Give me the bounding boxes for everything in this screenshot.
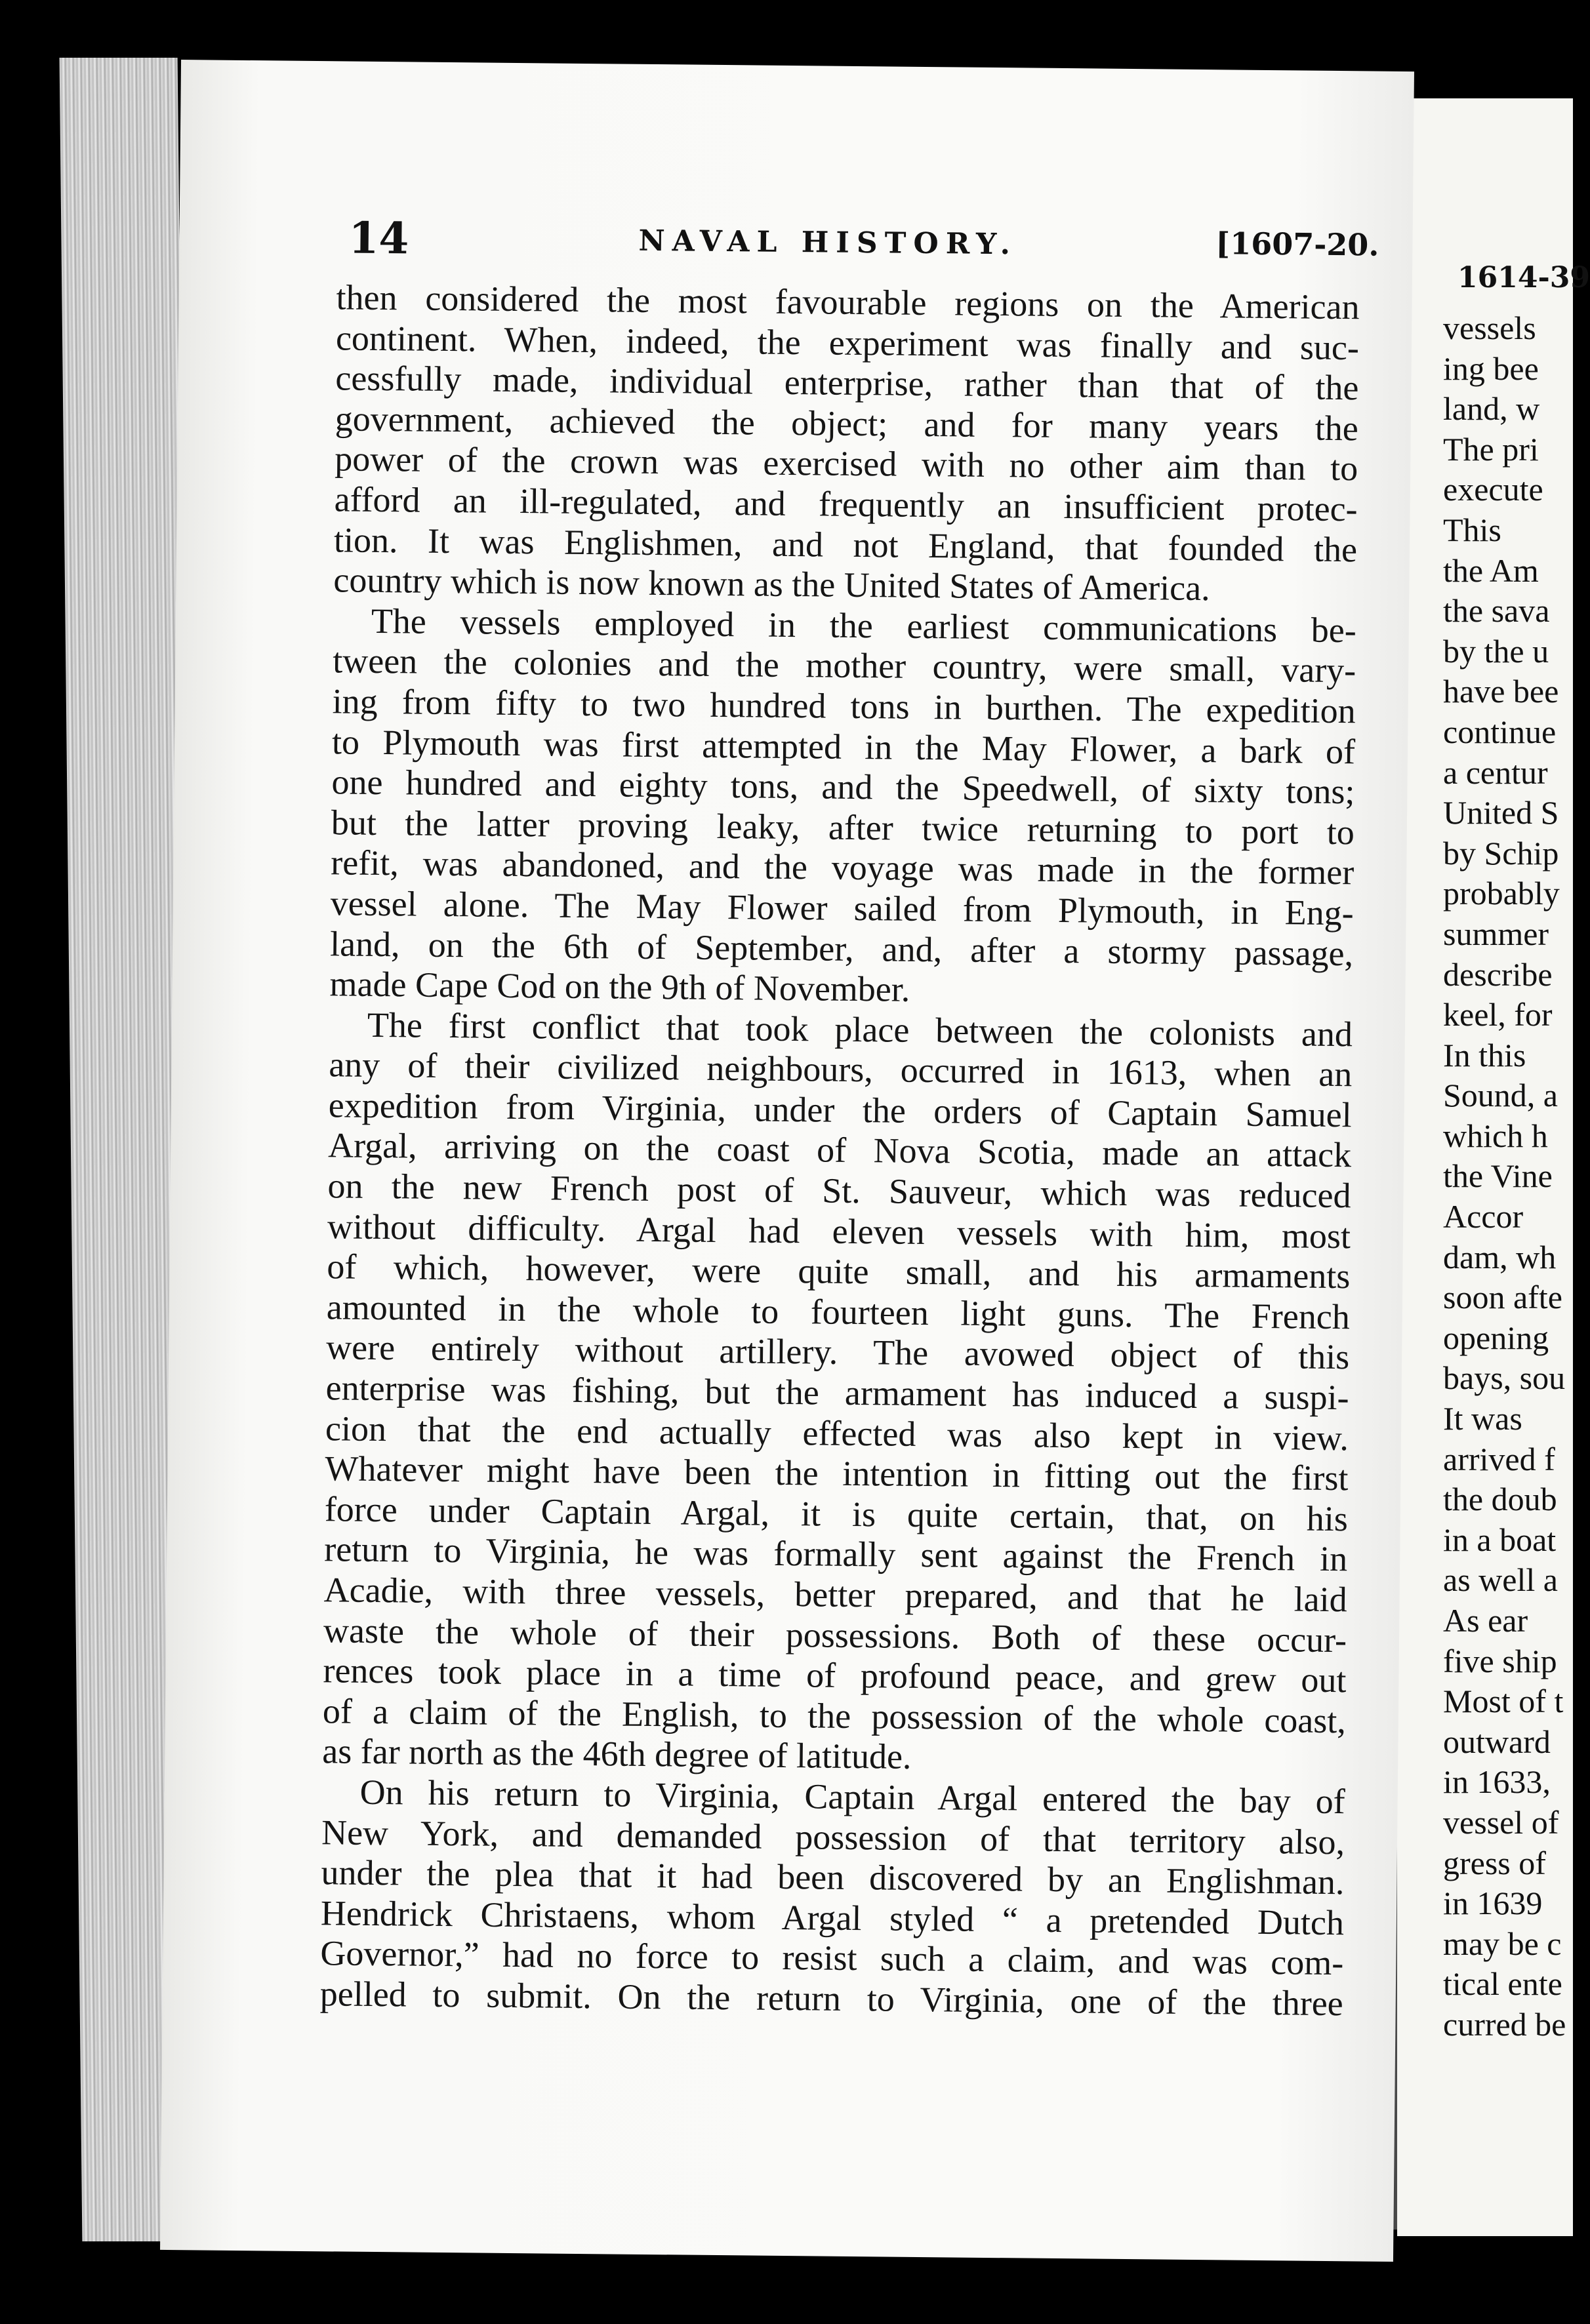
text-line: one hundred and eighty tons, and the Speedwell, of sixty tons; — [331, 762, 1355, 812]
next-page-line: The pri — [1443, 430, 1539, 468]
text-line: made Cape Cod on the 9th of November. — [329, 964, 910, 1009]
next-page — [1397, 98, 1590, 2236]
text-line: but the latter proving leaky, after twice returning to port to — [331, 803, 1355, 852]
next-page-header: 1614-39 — [1458, 261, 1590, 294]
next-page-line: in 1639 — [1443, 1885, 1543, 1922]
text-line: then considered the most favourable regions on the American — [336, 277, 1360, 327]
text-line: afford an ill-regulated, and frequently an insufficient protec- — [334, 479, 1358, 529]
text-line: force under Captain Argal, it is quite certain, that, on his — [324, 1489, 1349, 1539]
next-page-line: gress of — [1443, 1844, 1546, 1881]
text-line: Hendrick Christaens, whom Argal styled “ a pretended Dutch — [320, 1893, 1345, 1942]
next-page-line: may be c — [1443, 1925, 1562, 1962]
text-line: vessel alone. The May Flower sailed from Plymouth, in Eng- — [330, 883, 1354, 933]
text-line: tion. It was Englishmen, and not England, that founded the — [333, 519, 1358, 569]
text-line: The vessels employed in the earliest communications be- — [371, 601, 1357, 651]
next-page-line: describe — [1443, 955, 1553, 993]
next-page-line: Sound, a — [1443, 1077, 1558, 1114]
text-line: On his return to Virginia, Captain Argal entered the bay of — [359, 1772, 1345, 1822]
text-line: were entirely without artillery. The avowed object of this — [325, 1327, 1350, 1377]
next-page-line: land, w — [1443, 390, 1540, 428]
text-line: country which is now known as the United States of America. — [333, 560, 1210, 609]
next-page-line: United S — [1443, 794, 1559, 831]
next-page-line: summer — [1443, 915, 1549, 952]
next-page-text — [1443, 308, 1566, 2045]
next-page-line: In this — [1443, 1036, 1526, 1073]
text-line: to Plymouth was first attempted in the May Flower, a bark of — [331, 721, 1356, 771]
next-page-line: keel, for — [1443, 996, 1553, 1033]
next-page-line: the Am — [1443, 551, 1539, 589]
next-page-line: bays, sou — [1443, 1359, 1566, 1397]
next-page-line: in a boat — [1443, 1521, 1557, 1558]
next-page-line: vessel of — [1443, 1803, 1559, 1841]
next-page-line: five ship — [1443, 1642, 1557, 1679]
next-page-line: vessels — [1443, 310, 1536, 346]
next-page-line: the Vine — [1443, 1157, 1553, 1195]
page-number: 14 — [348, 212, 409, 264]
text-line: amounted in the whole to fourteen light guns. The French — [326, 1287, 1351, 1337]
book-page — [160, 60, 1414, 2262]
page-header — [179, 210, 1413, 268]
next-page-line: the doub — [1443, 1481, 1557, 1518]
next-page-line: tical ente — [1443, 1965, 1562, 2003]
text-line: return to Virginia, he was formally sent against the French in — [323, 1529, 1348, 1579]
next-page-line: by Schip — [1443, 834, 1559, 872]
text-line: cessfully made, individual enterprise, rather than that of the — [335, 358, 1359, 408]
text-line: land, on the 6th of September, and, after a stormy passage, — [329, 923, 1354, 973]
next-page-line: dam, wh — [1443, 1238, 1557, 1275]
text-line: The first conflict that took place between the colonists and — [367, 1005, 1353, 1054]
text-line: waste the whole of their possessions. Both of these occur- — [323, 1610, 1347, 1660]
next-page-line: continue — [1443, 713, 1557, 750]
text-line: Argal, arriving on the coast of Nova Scotia, made an attack — [327, 1125, 1352, 1175]
body-text — [319, 277, 1359, 2024]
next-page-line: arrived f — [1443, 1440, 1555, 1477]
text-line: without difficulty. Argal had eleven vessels with him, most — [327, 1206, 1351, 1256]
text-line: as far north as the 46th degree of latitude. — [322, 1731, 912, 1777]
text-line: enterprise was fishing, but the armament has induced a suspi- — [325, 1368, 1349, 1418]
text-line: ing from fifty to two hundred tons in burthen. The expedition — [332, 681, 1356, 731]
next-page-line: the sava — [1443, 592, 1550, 630]
text-line: Whatever might have been the intention in fitting out the first — [325, 1449, 1349, 1498]
next-page-line: opening — [1443, 1319, 1549, 1356]
next-page-line: curred be — [1443, 2005, 1566, 2043]
next-page-line: Most of t — [1443, 1683, 1564, 1720]
next-page-line: which h — [1443, 1117, 1548, 1154]
next-page-line: As ear — [1443, 1602, 1528, 1639]
text-line: of which, however, were quite small, and his armaments — [327, 1247, 1351, 1296]
next-page-line: It was — [1443, 1400, 1522, 1437]
text-line: government, achieved the object; and for many years the — [335, 399, 1359, 449]
text-line: on the new French post of St. Sauveur, which was reduced — [327, 1166, 1351, 1216]
next-page-line: a centur — [1443, 753, 1548, 791]
text-line: cion that the end actually effected was also kept in view. — [325, 1408, 1349, 1458]
running-title: NAVAL HISTORY. — [638, 224, 1018, 262]
date-range: [1607-20. — [1215, 226, 1379, 263]
text-line: power of the crown was exercised with no other aim than to — [334, 439, 1358, 489]
text-line: tween the colonies and the mother country, were small, vary- — [332, 641, 1356, 691]
next-page-line: outward — [1443, 1723, 1551, 1760]
next-page-line: in 1633, — [1443, 1763, 1551, 1801]
text-line: pelled to submit. On the return to Virginia, one of the three — [319, 1974, 1343, 2024]
next-page-line: by the u — [1443, 632, 1549, 670]
next-page-line: have bee — [1443, 673, 1559, 710]
text-line: of a claim of the English, to the possession of the whole coast, — [322, 1691, 1347, 1740]
text-line: Acadie, with three vessels, better prepared, and that he laid — [323, 1570, 1347, 1620]
next-page-line: ing bee — [1443, 350, 1539, 387]
next-page-line: Accor — [1443, 1198, 1524, 1235]
text-line: refit, was abandoned, and the voyage was made in the former — [331, 843, 1355, 892]
next-page-line: probably — [1443, 875, 1560, 912]
text-line: New York, and demanded possession of that territory also, — [321, 1812, 1345, 1862]
text-line: continent. When, indeed, the experiment was finally and suc- — [335, 317, 1360, 367]
text-line: expedition from Virginia, under the orders of Captain Samuel — [328, 1085, 1352, 1135]
text-line: any of their civilized neighbours, occurred in 1613, when an — [329, 1045, 1353, 1094]
next-page-line: This — [1443, 511, 1501, 548]
text-line: rences took place in a time of profound peace, and grew out — [323, 1651, 1347, 1700]
text-line: under the plea that it had been discovered by an Englishman. — [321, 1853, 1345, 1902]
next-page-line: as well a — [1443, 1561, 1558, 1599]
text-line: Governor,” had no force to resist such a claim, and was com- — [320, 1933, 1344, 1983]
next-page-line: execute — [1443, 471, 1543, 508]
next-page-line: soon afte — [1443, 1279, 1562, 1316]
